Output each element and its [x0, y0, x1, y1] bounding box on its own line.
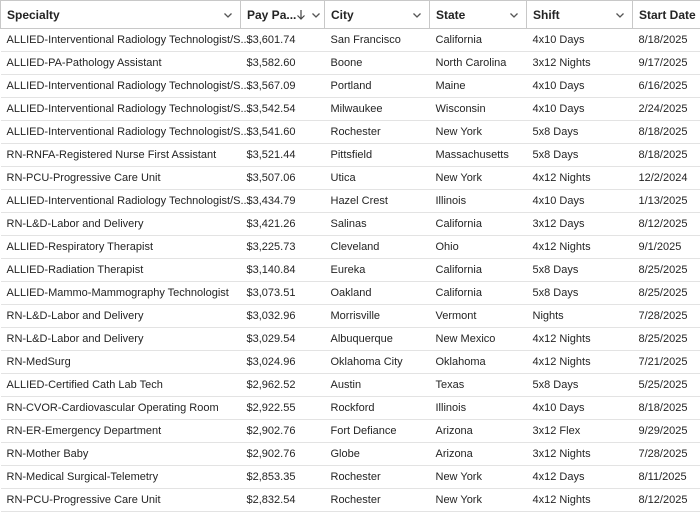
column-header-content	[331, 8, 423, 22]
table-row[interactable]	[1, 52, 700, 75]
cell-start-date: 7/28/2025	[633, 305, 700, 328]
column-header-label: Start Date	[639, 7, 696, 22]
cell-city: Rochester	[325, 466, 430, 489]
cell-start-date: 8/18/2025	[633, 29, 700, 52]
cell-shift: 4x10 Days	[527, 29, 633, 52]
column-header-label: Specialty	[7, 7, 60, 22]
cell-shift: 4x12 Nights	[527, 167, 633, 190]
cell-pay: $3,024.96	[241, 351, 325, 374]
column-header-state[interactable]	[430, 1, 527, 29]
cell-state: Illinois	[430, 397, 527, 420]
cell-state: Texas	[430, 374, 527, 397]
cell-start-date: 2/24/2025	[633, 98, 700, 121]
column-header-content	[436, 8, 520, 22]
cell-city: Salinas	[325, 213, 430, 236]
cell-pay: $2,902.76	[241, 420, 325, 443]
cell-pay: $2,922.55	[241, 397, 325, 420]
cell-pay: $3,434.79	[241, 190, 325, 213]
table-row[interactable]	[1, 443, 700, 466]
cell-pay: $3,029.54	[241, 328, 325, 351]
cell-state: New Mexico	[430, 328, 527, 351]
cell-shift: 5x8 Days	[527, 282, 633, 305]
chevron-down-icon[interactable]	[614, 9, 626, 21]
cell-start-date: 8/25/2025	[633, 282, 700, 305]
cell-city: Morrisville	[325, 305, 430, 328]
cell-state: Vermont	[430, 305, 527, 328]
cell-start-date: 9/29/2025	[633, 420, 700, 443]
cell-city: Austin	[325, 374, 430, 397]
cell-pay: $2,962.52	[241, 374, 325, 397]
cell-specialty: RN-L&D-Labor and Delivery	[1, 328, 241, 351]
column-header-content	[247, 8, 318, 22]
cell-city: Albuquerque	[325, 328, 430, 351]
cell-city: Portland	[325, 75, 430, 98]
cell-state: Arizona	[430, 420, 527, 443]
table-row[interactable]	[1, 489, 700, 512]
column-header-icons	[614, 9, 626, 21]
cell-specialty: ALLIED-Interventional Radiology Technologist/S...	[1, 75, 241, 98]
cell-city: Eureka	[325, 259, 430, 282]
table-row[interactable]	[1, 305, 700, 328]
cell-specialty: ALLIED-Mammo-Mammography Technologist	[1, 282, 241, 305]
cell-city: Fort Defiance	[325, 420, 430, 443]
cell-specialty: RN-L&D-Labor and Delivery	[1, 305, 241, 328]
cell-shift: 3x12 Nights	[527, 443, 633, 466]
cell-shift: 4x10 Days	[527, 397, 633, 420]
cell-shift: 4x12 Nights	[527, 236, 633, 259]
cell-start-date: 6/16/2025	[633, 75, 700, 98]
chevron-down-icon[interactable]	[411, 9, 423, 21]
column-header-start-date[interactable]	[633, 1, 700, 29]
cell-city: Oklahoma City	[325, 351, 430, 374]
cell-city: Pittsfield	[325, 144, 430, 167]
table-row[interactable]	[1, 466, 700, 489]
table-row[interactable]	[1, 236, 700, 259]
table-row[interactable]	[1, 420, 700, 443]
cell-city: Utica	[325, 167, 430, 190]
cell-pay: $3,567.09	[241, 75, 325, 98]
cell-pay: $2,902.76	[241, 443, 325, 466]
cell-city: Oakland	[325, 282, 430, 305]
cell-city: Boone	[325, 52, 430, 75]
cell-pay: $3,601.74	[241, 29, 325, 52]
cell-start-date: 8/25/2025	[633, 259, 700, 282]
column-header-content	[533, 8, 626, 22]
column-header-icons	[411, 9, 423, 21]
cell-start-date: 8/18/2025	[633, 397, 700, 420]
cell-pay: $3,140.84	[241, 259, 325, 282]
cell-start-date: 12/2/2024	[633, 167, 700, 190]
cell-start-date: 9/1/2025	[633, 236, 700, 259]
cell-specialty: RN-ER-Emergency Department	[1, 420, 241, 443]
cell-city: Rochester	[325, 121, 430, 144]
column-header-label: Pay Pa...	[247, 7, 297, 22]
cell-shift: 4x12 Nights	[527, 351, 633, 374]
cell-state: Massachusetts	[430, 144, 527, 167]
column-header-pay[interactable]	[241, 1, 325, 29]
chevron-down-icon[interactable]	[310, 9, 322, 21]
cell-start-date: 8/18/2025	[633, 121, 700, 144]
sort-descending-icon[interactable]	[296, 9, 306, 21]
cell-pay: $2,853.35	[241, 466, 325, 489]
cell-state: New York	[430, 121, 527, 144]
header-row	[1, 1, 700, 29]
cell-shift: 5x8 Days	[527, 144, 633, 167]
grid-body	[1, 29, 700, 512]
cell-pay: $3,032.96	[241, 305, 325, 328]
cell-city: Globe	[325, 443, 430, 466]
table-row[interactable]	[1, 282, 700, 305]
cell-state: California	[430, 213, 527, 236]
cell-city: Rockford	[325, 397, 430, 420]
column-header-content	[7, 8, 234, 22]
cell-shift: 3x12 Nights	[527, 52, 633, 75]
cell-city: Cleveland	[325, 236, 430, 259]
cell-pay: $3,073.51	[241, 282, 325, 305]
cell-specialty: RN-Medical Surgical-Telemetry	[1, 466, 241, 489]
cell-start-date: 8/12/2025	[633, 213, 700, 236]
cell-start-date: 8/11/2025	[633, 466, 700, 489]
cell-state: Maine	[430, 75, 527, 98]
cell-state: Oklahoma	[430, 351, 527, 374]
cell-pay: $3,521.44	[241, 144, 325, 167]
table-row[interactable]	[1, 397, 700, 420]
cell-start-date: 8/18/2025	[633, 144, 700, 167]
cell-state: California	[430, 29, 527, 52]
chevron-down-icon[interactable]	[222, 9, 234, 21]
cell-specialty: RN-PCU-Progressive Care Unit	[1, 489, 241, 512]
table-row[interactable]	[1, 351, 700, 374]
cell-start-date: 8/25/2025	[633, 328, 700, 351]
cell-start-date: 1/13/2025	[633, 190, 700, 213]
cell-city: Rochester	[325, 489, 430, 512]
cell-shift: 4x10 Days	[527, 98, 633, 121]
cell-pay: $2,832.54	[241, 489, 325, 512]
cell-shift: 3x12 Flex	[527, 420, 633, 443]
cell-shift: Nights	[527, 305, 633, 328]
cell-specialty: RN-PCU-Progressive Care Unit	[1, 167, 241, 190]
cell-start-date: 9/17/2025	[633, 52, 700, 75]
cell-specialty: RN-L&D-Labor and Delivery	[1, 213, 241, 236]
cell-start-date: 7/28/2025	[633, 443, 700, 466]
cell-start-date: 8/12/2025	[633, 489, 700, 512]
cell-pay: $3,225.73	[241, 236, 325, 259]
table-row[interactable]	[1, 213, 700, 236]
cell-state: New York	[430, 466, 527, 489]
column-header-label: City	[331, 7, 354, 22]
cell-specialty: ALLIED-Interventional Radiology Technologist/S...	[1, 29, 241, 52]
cell-specialty: ALLIED-Radiation Therapist	[1, 259, 241, 282]
cell-state: North Carolina	[430, 52, 527, 75]
cell-city: Milwaukee	[325, 98, 430, 121]
cell-start-date: 7/21/2025	[633, 351, 700, 374]
cell-specialty: ALLIED-Interventional Radiology Technologist/S...	[1, 121, 241, 144]
column-header-content	[639, 8, 694, 22]
cell-state: Arizona	[430, 443, 527, 466]
column-header-icons	[296, 9, 322, 21]
cell-city: Hazel Crest	[325, 190, 430, 213]
cell-shift: 5x8 Days	[527, 121, 633, 144]
column-header-city[interactable]	[325, 1, 430, 29]
table-row[interactable]	[1, 75, 700, 98]
column-header-icons	[222, 9, 234, 21]
cell-shift: 4x10 Days	[527, 190, 633, 213]
cell-pay: $3,582.60	[241, 52, 325, 75]
cell-specialty: RN-RNFA-Registered Nurse First Assistant	[1, 144, 241, 167]
cell-state: New York	[430, 489, 527, 512]
cell-specialty: ALLIED-Certified Cath Lab Tech	[1, 374, 241, 397]
cell-state: New York	[430, 167, 527, 190]
table-row[interactable]	[1, 190, 700, 213]
table-row[interactable]	[1, 98, 700, 121]
table-row[interactable]	[1, 29, 700, 52]
cell-state: California	[430, 259, 527, 282]
cell-shift: 4x12 Nights	[527, 489, 633, 512]
cell-specialty: ALLIED-Interventional Radiology Technologist/S...	[1, 190, 241, 213]
cell-start-date: 5/25/2025	[633, 374, 700, 397]
cell-shift: 3x12 Days	[527, 213, 633, 236]
cell-shift: 4x10 Days	[527, 75, 633, 98]
cell-shift: 5x8 Days	[527, 259, 633, 282]
column-header-specialty[interactable]	[1, 1, 241, 29]
cell-city: San Francisco	[325, 29, 430, 52]
column-header-label: State	[436, 7, 466, 22]
cell-state: Wisconsin	[430, 98, 527, 121]
cell-shift: 4x12 Nights	[527, 328, 633, 351]
chevron-down-icon[interactable]	[508, 9, 520, 21]
cell-pay: $3,507.06	[241, 167, 325, 190]
cell-state: Illinois	[430, 190, 527, 213]
cell-shift: 5x8 Days	[527, 374, 633, 397]
cell-specialty: ALLIED-Interventional Radiology Technologist/S...	[1, 98, 241, 121]
cell-state: Ohio	[430, 236, 527, 259]
cell-state: California	[430, 282, 527, 305]
table-row[interactable]	[1, 374, 700, 397]
cell-specialty: RN-Mother Baby	[1, 443, 241, 466]
table-row[interactable]	[1, 144, 700, 167]
column-header-shift[interactable]	[527, 1, 633, 29]
column-header-label: Shift	[533, 7, 560, 22]
cell-shift: 4x12 Days	[527, 466, 633, 489]
cell-pay: $3,541.60	[241, 121, 325, 144]
cell-pay: $3,421.26	[241, 213, 325, 236]
table-row[interactable]	[1, 167, 700, 190]
cell-specialty: RN-MedSurg	[1, 351, 241, 374]
cell-specialty: RN-CVOR-Cardiovascular Operating Room	[1, 397, 241, 420]
cell-pay: $3,542.54	[241, 98, 325, 121]
cell-specialty: ALLIED-Respiratory Therapist	[1, 236, 241, 259]
column-header-icons	[508, 9, 520, 21]
table-row[interactable]	[1, 259, 700, 282]
cell-specialty: ALLIED-PA-Pathology Assistant	[1, 52, 241, 75]
table-row[interactable]	[1, 328, 700, 351]
table-row[interactable]	[1, 121, 700, 144]
